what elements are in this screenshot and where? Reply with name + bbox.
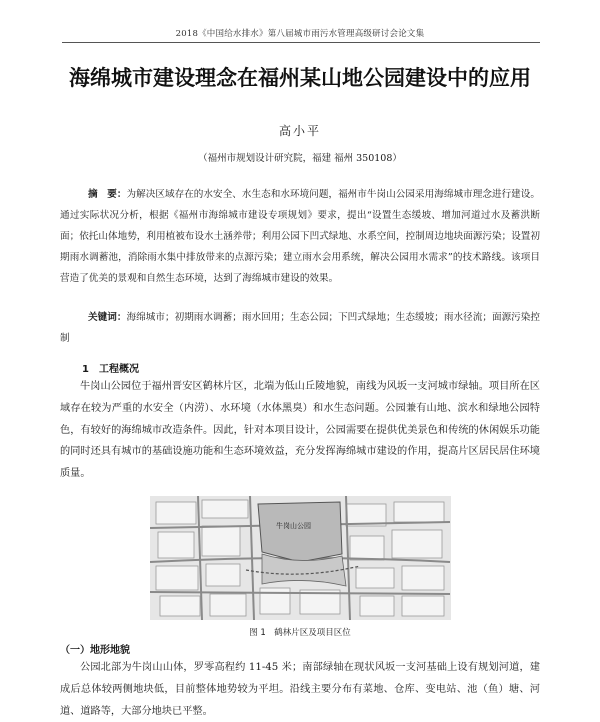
abstract-label: 摘 要： — [88, 189, 127, 200]
paper-title: 海绵城市建设理念在福州某山地公园建设中的应用 — [69, 66, 531, 90]
section-heading: 1 工程概况 — [82, 364, 139, 375]
author-name: 高小平 — [278, 124, 321, 138]
figure-caption: 图 1 鹤林片区及项目区位 — [249, 628, 351, 638]
keywords — [60, 307, 540, 349]
subsection-heading: （一）地形地貌 — [60, 645, 130, 656]
keywords-text: 海绵城市；初期雨水调蓄；雨水回用；生态公园；下凹式绿地；生态缓坡；雨水径流；面源污染控制 — [60, 312, 541, 344]
section-paragraph: 牛岗山公园位于福州晋安区鹤林片区，北端为低山丘陵地貌，南线为风坂一支河城市绿轴。项目所在区域存在较为严重的水安全（内涝）、水环境（水体黑臭）和水生态问题。公园兼有山地、滨水和绿地公园特色，有较好的海绵城市改造条件。因此，针对本项目设计，公园需要在提供优美景色和传统的休闲娱乐功能的同时还具有城市的基础设施功能和生态环境效益，充分发挥海绵城市建设的作用，提高片区居民居住环境质量。 — [60, 381, 540, 480]
abstract — [60, 184, 540, 289]
location-map — [150, 496, 451, 620]
header-divider — [62, 42, 540, 43]
running-header: 2018《中国给水排水》第八届城市雨污水管理高级研讨会论文集 — [175, 29, 425, 39]
map-park-label: 牛岗山公园 — [276, 522, 311, 530]
keywords-label: 关键词： — [88, 312, 127, 323]
subsection-paragraph: 公园北部为牛岗山山体，罗零高程约 11-45 米；南部绿轴在现状风坂一支河基础上设有规划河道，建成后总体较两侧地块低，目前整体地势较为平坦。沿线主要分布有菜地、仓库、变电站、池（鱼）塘、河道、道路等，大部分地块已平整。 — [60, 662, 540, 717]
location-map-figure — [150, 496, 451, 620]
abstract-text: 为解决区域存在的水安全、水生态和水环境问题，福州市牛岗山公园采用海绵城市理念进行建设。通过实际状况分析，根据《福州市海绵城市建设专项规划》要求，提出“设置生态缓坡、增加河道过水及蓄洪断面；依托山体地势，利用植被布设水土涵养带；利用公园下凹式绿地、水系空间，控制周边地块面源污染；设置初期雨水调蓄池，消除雨水集中排放带来的点源污染；建立雨水会用系统，解决公园用水需求”的技术路线。该项目营造了优美的景观和自然生态环境，达到了海绵城市建设的效果。 — [60, 189, 541, 284]
author-affiliation: （福州市规划设计研究院，福建 福州 350108） — [198, 153, 402, 164]
